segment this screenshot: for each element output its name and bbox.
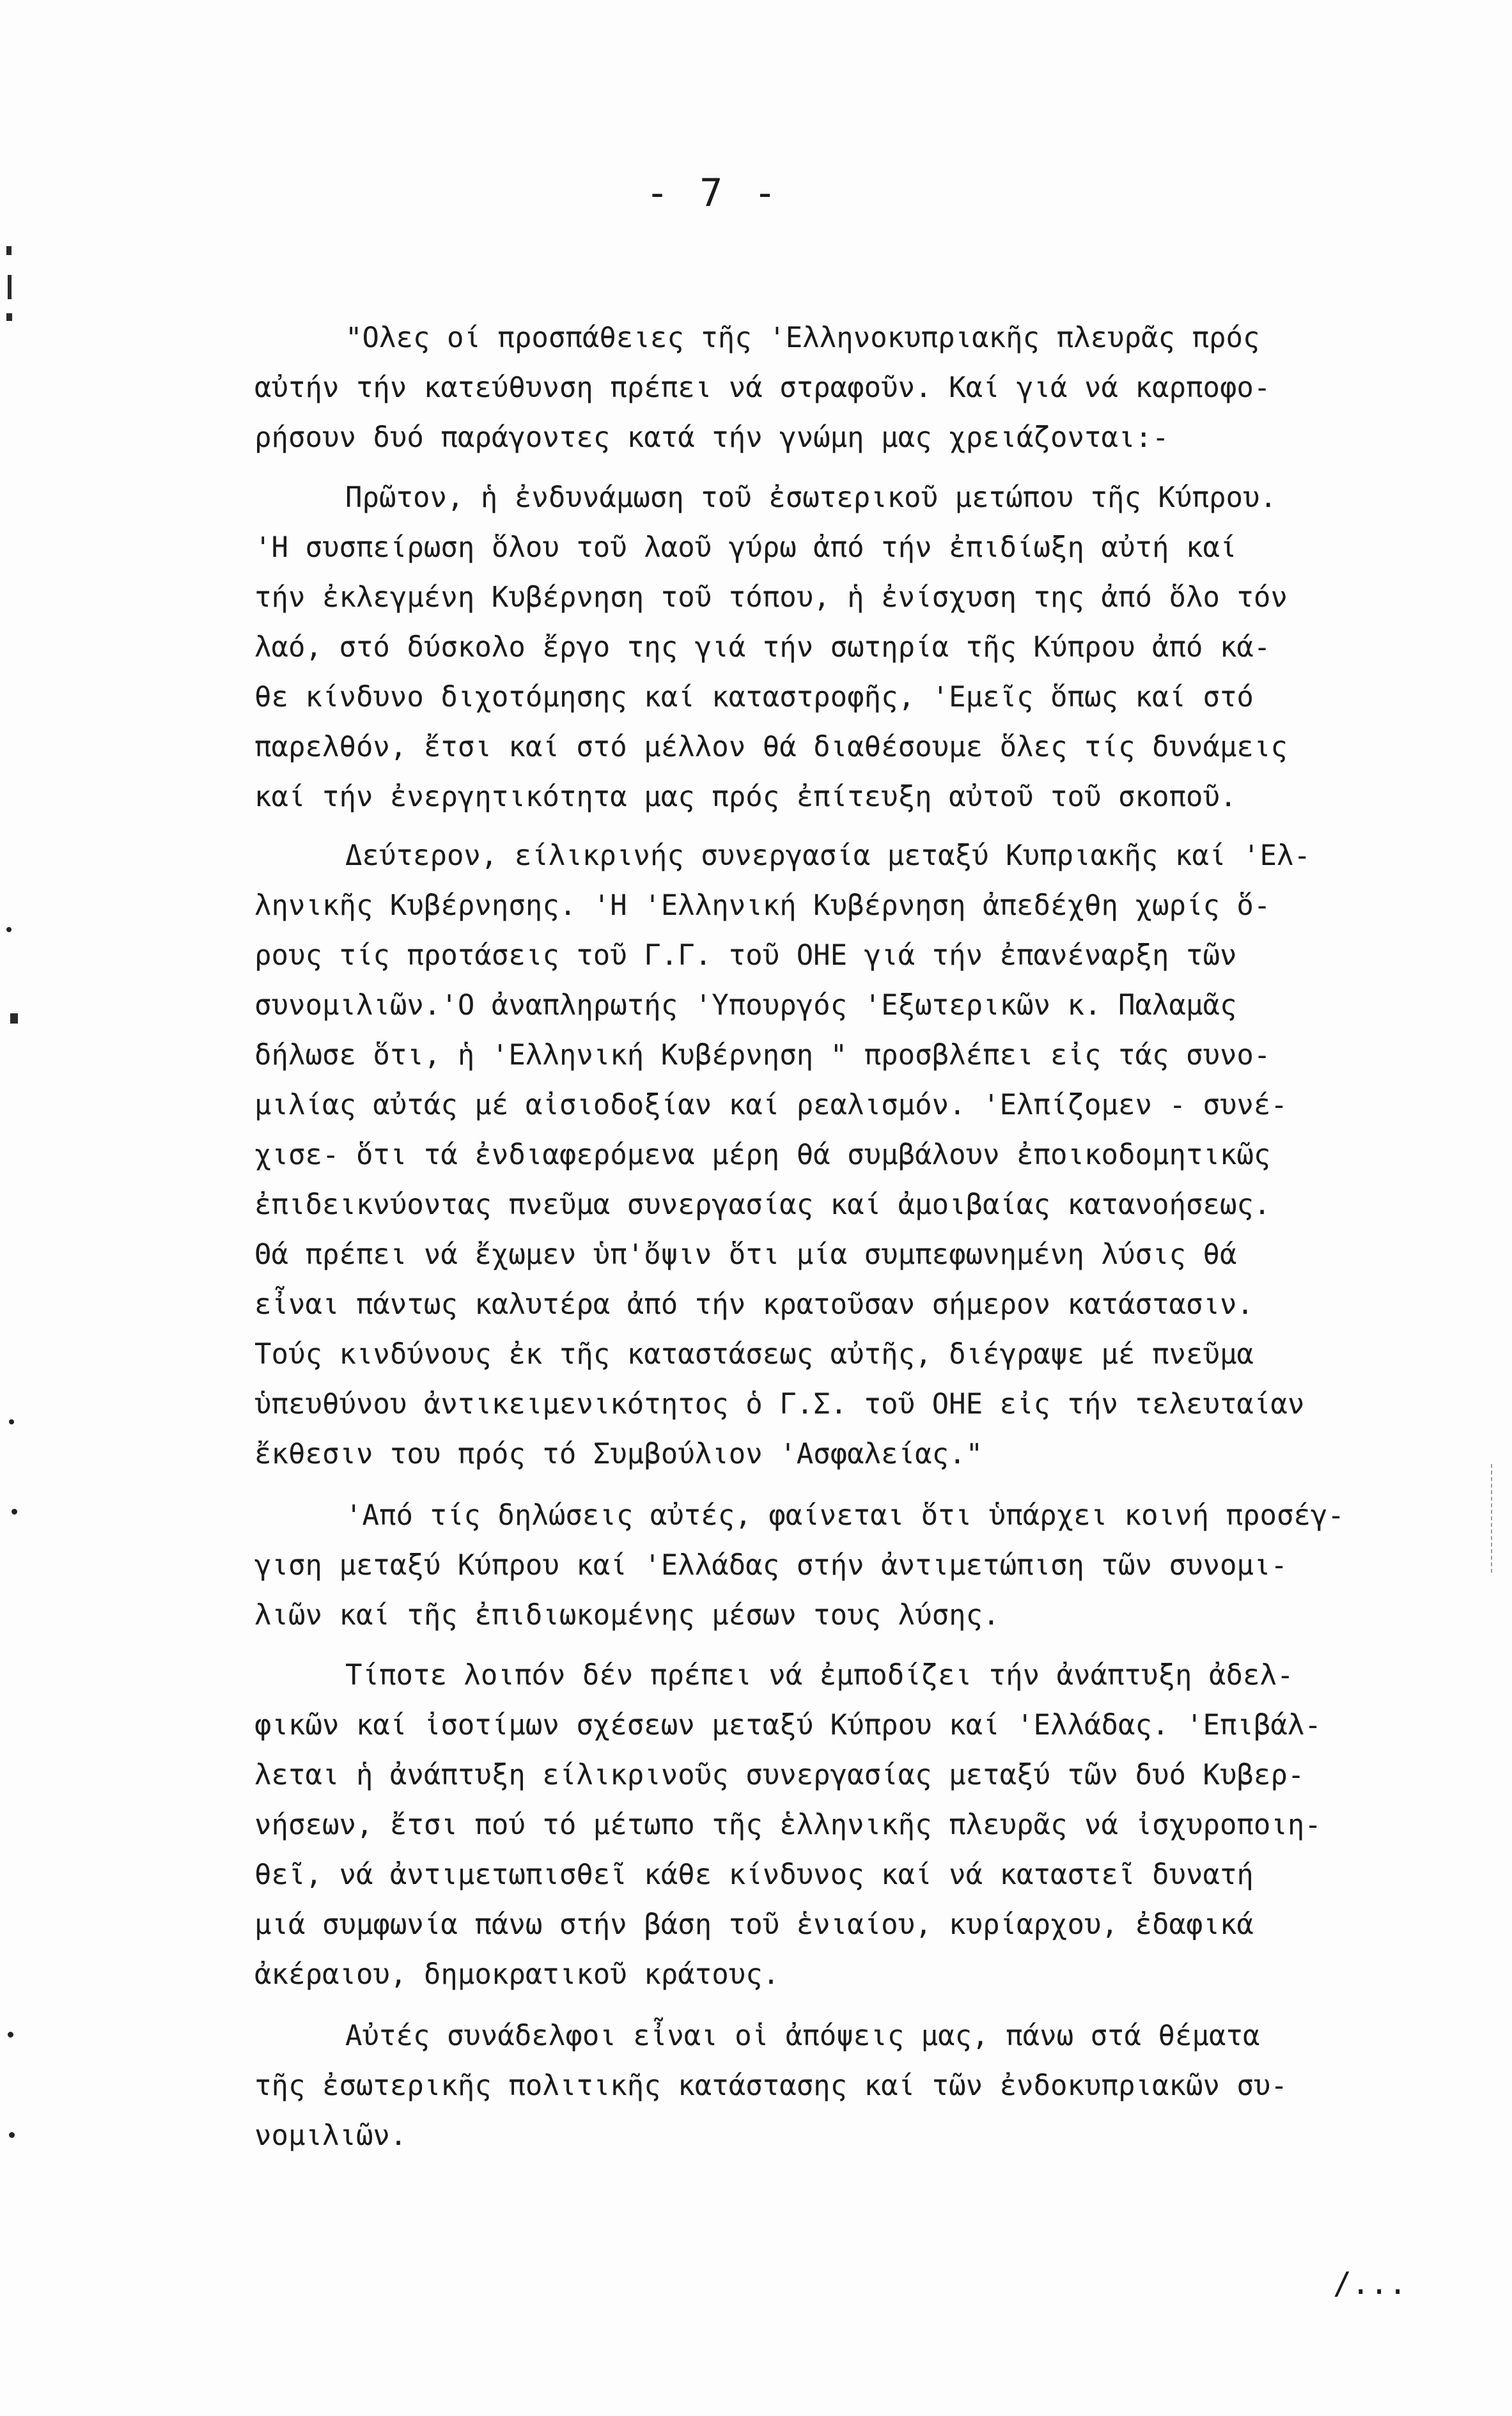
continuation-mark: /... [1333, 2266, 1407, 2302]
text-line: τῆς ἐσωτερικῆς πολιτικῆς κατάστασης καί τῶν ἐνδοκυπριακῶν συ- [254, 2069, 1288, 2102]
text-line: θεῖ, νά ἀντιμετωπισθεῖ κάθε κίνδυνος καί νά καταστεῖ δυνατή [254, 1859, 1254, 1891]
text-line: νήσεων, ἔτσι πού τό μέτωπο τῆς ἑλληνικῆς πλευρᾶς νά ἰσχυροποιη- [254, 1809, 1321, 1841]
margin-mark [10, 1013, 18, 1024]
text-line: τήν ἐκλεγμένη Κυβέρνηση τοῦ τόπου, ἡ ἐνίσχυση της ἀπό ὅλο τόν [254, 581, 1288, 614]
text-line: παρελθόν, ἔτσι καί στό μέλλον θά διαθέσουμε ὅλες τίς δυνάμεις [254, 731, 1288, 763]
text-line: Τίποτε λοιπόν δέν πρέπει νά ἐμποδίζει τήν ἀνάπτυξη ἀδελ- [345, 1659, 1294, 1692]
text-line: Δεύτερον, είλικρινής συνεργασία μεταξύ Κυπριακῆς καί 'Ελ- [345, 839, 1311, 872]
margin-mark [8, 275, 12, 299]
text-line: συνομιλιῶν.'Ο ἀναπληρωτής 'Υπουργός 'Εξωτερικῶν κ. Παλαμᾶς [254, 989, 1237, 1022]
text-line: ἀκέραιου, δημοκρατικοῦ κράτους. [254, 1958, 780, 1991]
margin-mark [6, 246, 12, 255]
scan-speck [9, 2132, 15, 2138]
text-line: Αὐτές συνάδελφοι εἶναι οἱ ἀπόψεις μας, πάνω στά θέματα [345, 2020, 1260, 2052]
scan-speck [8, 2032, 13, 2038]
text-line: Τούς κινδύνους ἐκ τῆς καταστάσεως αὐτῆς, διέγραψε μέ πνεῦμα [254, 1338, 1254, 1371]
scan-speck [9, 1419, 14, 1424]
text-line: ὑπευθύνου ἀντικειμενικότητος ὁ Γ.Σ. τοῦ ΟΗΕ εἰς τήν τελευταίαν [254, 1388, 1305, 1421]
text-line: ἐπιδεικνύοντας πνεῦμα συνεργασίας καί ἀμοιβαίας κατανοήσεως. [254, 1189, 1271, 1221]
text-line: μιά συμφωνία πάνω στήν βάση τοῦ ἑνιαίου, κυρίαρχου, ἐδαφικά [254, 1908, 1254, 1941]
text-line: εἶναι πάντως καλυτέρα ἀπό τήν κρατοῦσαν σήμερον κατάστασιν. [254, 1288, 1254, 1321]
text-line: αὐτήν τήν κατεύθυνση πρέπει νά στραφοῦν. Καί γιά νά καρποφο- [254, 371, 1271, 404]
text-line: Πρῶτον, ἡ ἐνδυνάμωση τοῦ ἐσωτερικοῦ μετώπου τῆς Κύπρου. [345, 481, 1277, 514]
text-line: Θά πρέπει νά ἔχωμεν ὑπ'ὄψιν ὅτι μία συμπεφωνημένη λύσις θά [254, 1238, 1237, 1271]
text-line: θε κίνδυνο διχοτόμησης καί καταστροφῆς, 'Εμεῖς ὅπως καί στό [254, 681, 1254, 713]
text-line: χισε- ὅτι τά ἐνδιαφερόμενα μέρη θά συμβάλουν ἐποικοδομητικῶς [254, 1139, 1271, 1171]
page-number: - 7 - [646, 171, 781, 215]
text-line: δήλωσε ὅτι, ἡ 'Ελληνική Κυβέρνηση " προσβλέπει εἰς τάς συνο- [254, 1039, 1271, 1072]
text-line: ρους τίς προτάσεις τοῦ Γ.Γ. τοῦ ΟΗΕ γιά τήν ἐπανέναρξη τῶν [254, 939, 1237, 972]
text-line: μιλίας αὐτάς μέ αἰσιοδοξίαν καί ρεαλισμόν. 'Ελπίζομεν - συνέ- [254, 1089, 1288, 1121]
text-line: "Ολες οί προσπάθειες τῆς 'Ελληνοκυπριακῆς πλευρᾶς πρός [345, 322, 1260, 354]
text-line: λεται ἡ ἀνάπτυξη είλικρινοῦς συνεργασίας μεταξύ τῶν δυό Κυβερ- [254, 1759, 1305, 1791]
scan-speck [12, 1509, 17, 1515]
text-line: καί τήν ἐνεργητικότητα μας πρός ἐπίτευξη αὐτοῦ τοῦ σκοποῦ. [254, 781, 1237, 813]
scan-speck [6, 927, 12, 932]
text-line: γιση μεταξύ Κύπρου καί 'Ελλάδας στήν ἀντιμετώπιση τῶν συνομι- [254, 1549, 1288, 1582]
text-line: λαό, στό δύσκολο ἔργο της γιά τήν σωτηρία τῆς Κύπρου ἀπό κά- [254, 631, 1271, 664]
text-line: 'Από τίς δηλώσεις αὐτές, φαίνεται ὅτι ὑπάρχει κοινή προσέγ- [345, 1499, 1344, 1532]
margin-mark [6, 313, 12, 321]
text-line: λιῶν καί τῆς ἐπιδιωκομένης μέσων τους λύσης. [254, 1599, 1000, 1632]
text-line: 'Η συσπείρωση ὅλου τοῦ λαοῦ γύρω ἀπό τήν ἐπιδίωξη αὐτή καί [254, 531, 1237, 564]
text-line: νομιλιῶν. [254, 2119, 407, 2152]
text-line: ληνικῆς Κυβέρνησης. 'Η 'Ελληνική Κυβέρνηση ἀπεδέχθη χωρίς ὅ- [254, 889, 1271, 922]
text-line: ἔκθεσιν του πρός τό Συμβούλιον 'Ασφαλείας." [254, 1438, 983, 1470]
text-line: φικῶν καί ἰσοτίμων σχέσεων μεταξύ Κύπρου καί 'Ελλάδας. 'Επιβάλ- [254, 1709, 1321, 1742]
text-line: ρήσουν δυό παράγοντες κατά τήν γνώμη μας χρειάζονται:- [254, 421, 1169, 454]
